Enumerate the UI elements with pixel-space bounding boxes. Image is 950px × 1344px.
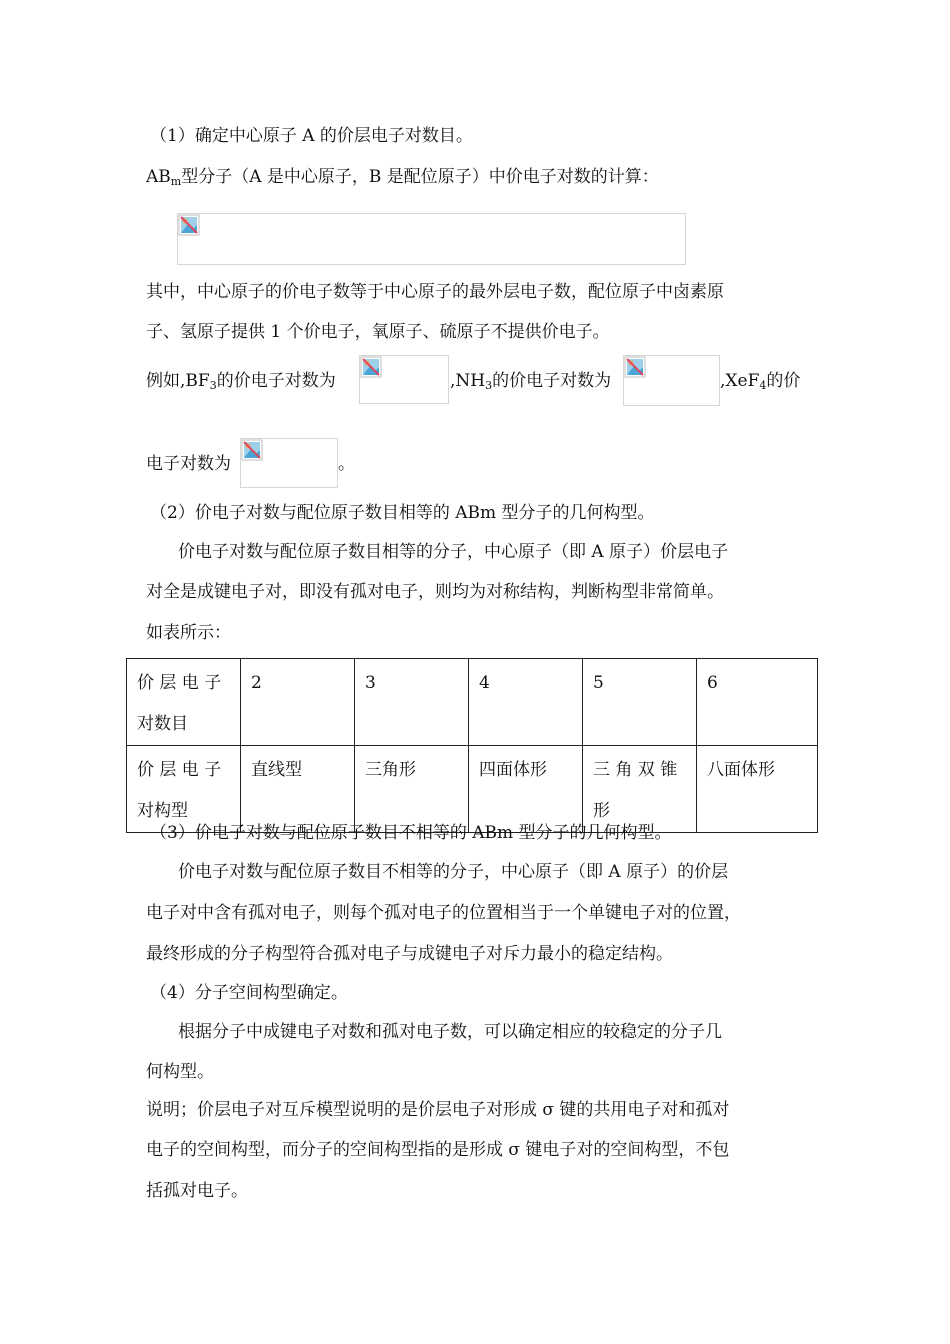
section-1-heading: （1）确定中心原子 A 的价层电子对数目。 [150, 126, 473, 146]
example-xef4-continued: 电子对数为 [146, 454, 231, 474]
para-3-line-1: 价电子对数与配位原子数目不相等的分子，中心原子（即 A 原子）的价层 [178, 862, 729, 882]
para-4-line-2: 何构型。 [146, 1062, 214, 1082]
table-cell: 三 角 双 锥 形 [583, 746, 697, 833]
example-xef4-text [720, 369, 800, 393]
section-2-heading: （2）价电子对数与配位原子数目相等的 ABm 型分子的几何构型。 [150, 503, 655, 523]
para-3-line-3: 最终形成的分子构型符合孤对电子与成键电子对斥力最小的稳定结构。 [146, 944, 673, 964]
example-bf3-text [146, 369, 336, 393]
para-2-line-2: 对全是成键电子对，即没有孤对电子，则均为对称结构，判断构型非常简单。 [146, 582, 724, 602]
row-label-geometry: 价 层 电 子 对构型 [127, 746, 241, 833]
example-bf3-label: 的价电子对数为 [216, 371, 336, 391]
note-line-2: 电子的空间构型，而分子的空间构型指的是形成 σ 键电子对的空间构型，不包 [146, 1140, 730, 1160]
table-row [127, 659, 818, 746]
para-3-line-2: 电子对中含有孤对电子，则每个孤对电子的位置相当于一个单键电子对的位置， [146, 903, 741, 923]
broken-image-icon [178, 214, 200, 236]
broken-image-icon [360, 356, 382, 378]
para-1-line-2: 子、氢原子提供 1 个价电子，氧原子、硫原子不提供价电子。 [146, 322, 610, 342]
example-nh3-subscript: 3 [485, 379, 493, 392]
table-cell: 2 [241, 659, 355, 746]
table-cell: 三角形 [355, 746, 469, 833]
formula-intro-text: 型分子（A 是中心原子，B 是配位原子）中价电子对数的计算： [181, 167, 659, 187]
example-xef4-prefix: ,XeF [720, 371, 760, 391]
nh3-value-image [623, 355, 720, 406]
example-period: 。 [338, 454, 355, 474]
broken-image-icon [241, 439, 263, 461]
example-nh3-text [450, 369, 611, 393]
formula-intro-subscript: m [170, 175, 182, 188]
vsepr-table [126, 658, 818, 833]
table-cell: 八面体形 [697, 746, 818, 833]
formula-image [177, 213, 686, 265]
table-intro: 如表所示： [146, 623, 231, 643]
section-3-heading: （3）价电子对数与配位原子数目不相等的 ABm 型分子的几何构型。 [150, 823, 672, 843]
row-label-pair-count: 价 层 电 子 对数目 [127, 659, 241, 746]
broken-image-icon [624, 356, 646, 378]
note-line-3: 括孤对电子。 [146, 1181, 248, 1201]
formula-intro [146, 165, 659, 189]
example-nh3-prefix: ,NH [450, 371, 486, 391]
example-bf3-prefix: 例如,BF [146, 371, 210, 391]
table-cell: 6 [697, 659, 818, 746]
formula-intro-prefix: AB [146, 167, 171, 187]
example-xef4-subscript: 4 [759, 379, 767, 392]
table-cell: 四面体形 [469, 746, 583, 833]
para-1-line-1: 其中，中心原子的价电子数等于中心原子的最外层电子数，配位原子中卤素原 [146, 282, 724, 302]
para-4-line-1: 根据分子中成键电子对数和孤对电子数，可以确定相应的较稳定的分子几 [178, 1022, 722, 1042]
para-2-line-1: 价电子对数与配位原子数目相等的分子，中心原子（即 A 原子）价层电子 [178, 542, 729, 562]
bf3-value-image [359, 355, 449, 404]
table-cell: 5 [583, 659, 697, 746]
section-4-heading: （4）分子空间构型确定。 [150, 983, 348, 1003]
table-cell: 4 [469, 659, 583, 746]
table-cell: 3 [355, 659, 469, 746]
table-row [127, 746, 818, 833]
note-line-1: 说明；价层电子对互斥模型说明的是价层电子对形成 σ 键的共用电子对和孤对 [146, 1100, 730, 1120]
xef4-value-image [240, 438, 338, 488]
example-bf3-subscript: 3 [209, 379, 217, 392]
example-xef4-label: 的价 [766, 371, 801, 391]
table-cell: 直线型 [241, 746, 355, 833]
example-nh3-label: 的价电子对数为 [492, 371, 612, 391]
